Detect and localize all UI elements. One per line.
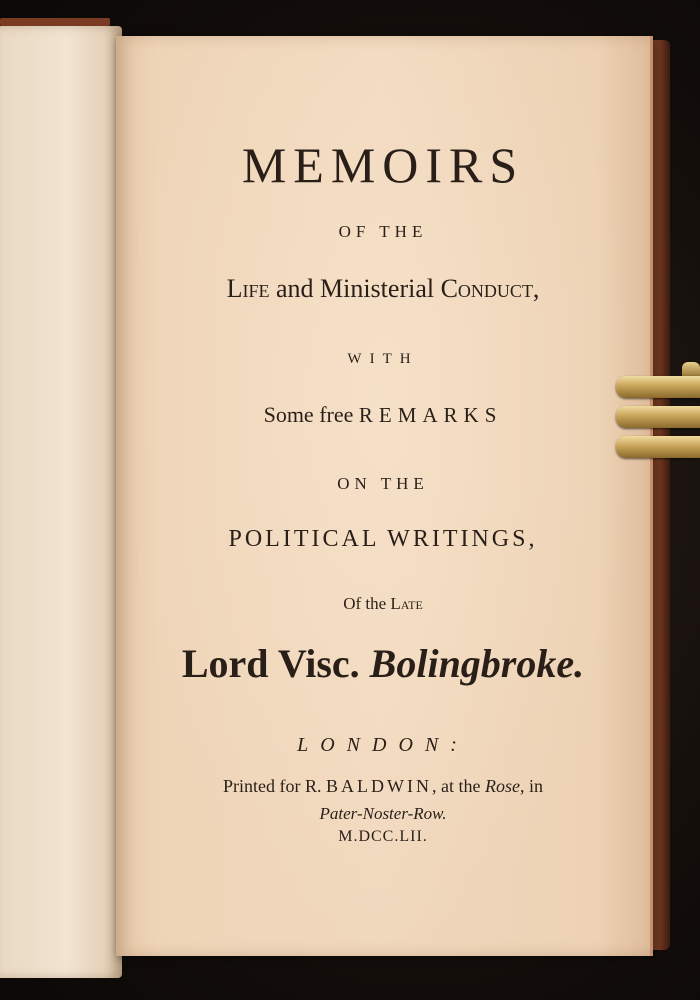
subtitle-life: Life <box>226 274 270 303</box>
imprint-date: M.DCC.LII. <box>338 828 428 845</box>
subtitle-ministerial: and Ministerial <box>269 274 441 303</box>
brass-clasp <box>616 362 700 472</box>
with-line: WITH <box>347 351 419 367</box>
printed-for: Printed for R. <box>223 776 326 796</box>
author-title: Lord Visc. <box>181 641 370 686</box>
clasp-band <box>616 436 700 458</box>
in-word: , in <box>519 776 543 796</box>
of-the-line: OF THE <box>338 222 428 241</box>
subtitle-conduct: Conduct, <box>440 274 540 303</box>
clasp-knob <box>682 362 700 376</box>
blank-endpaper <box>0 26 122 978</box>
remarks-line <box>116 402 650 428</box>
imprint-street: Pater-Noster-Row. <box>319 804 447 823</box>
cover-edge <box>0 18 110 26</box>
author-name: Bolingbroke. <box>369 641 585 686</box>
clasp-band <box>616 376 700 398</box>
political-writings-line: POLITICAL WRITINGS, <box>228 526 538 552</box>
at-the: , at the <box>431 776 485 796</box>
subtitle-line <box>116 274 650 304</box>
title-page <box>116 36 653 956</box>
book-title: MEMOIRS <box>241 137 525 193</box>
printer-name: BALDWIN <box>326 776 432 796</box>
remarks-word: REMARKS <box>358 403 503 427</box>
late-word: Late <box>390 594 423 613</box>
on-the-line: ON THE <box>337 474 429 493</box>
imprint-place: LONDON: <box>297 734 469 756</box>
author-line <box>116 640 650 687</box>
imprint-printer-line <box>116 776 650 797</box>
of-the-word: Of the <box>343 594 391 613</box>
of-the-late-line <box>116 594 650 614</box>
remarks-some-free: Some free <box>263 402 359 427</box>
clasp-band <box>616 406 700 428</box>
shop-sign: Rose <box>484 776 520 796</box>
